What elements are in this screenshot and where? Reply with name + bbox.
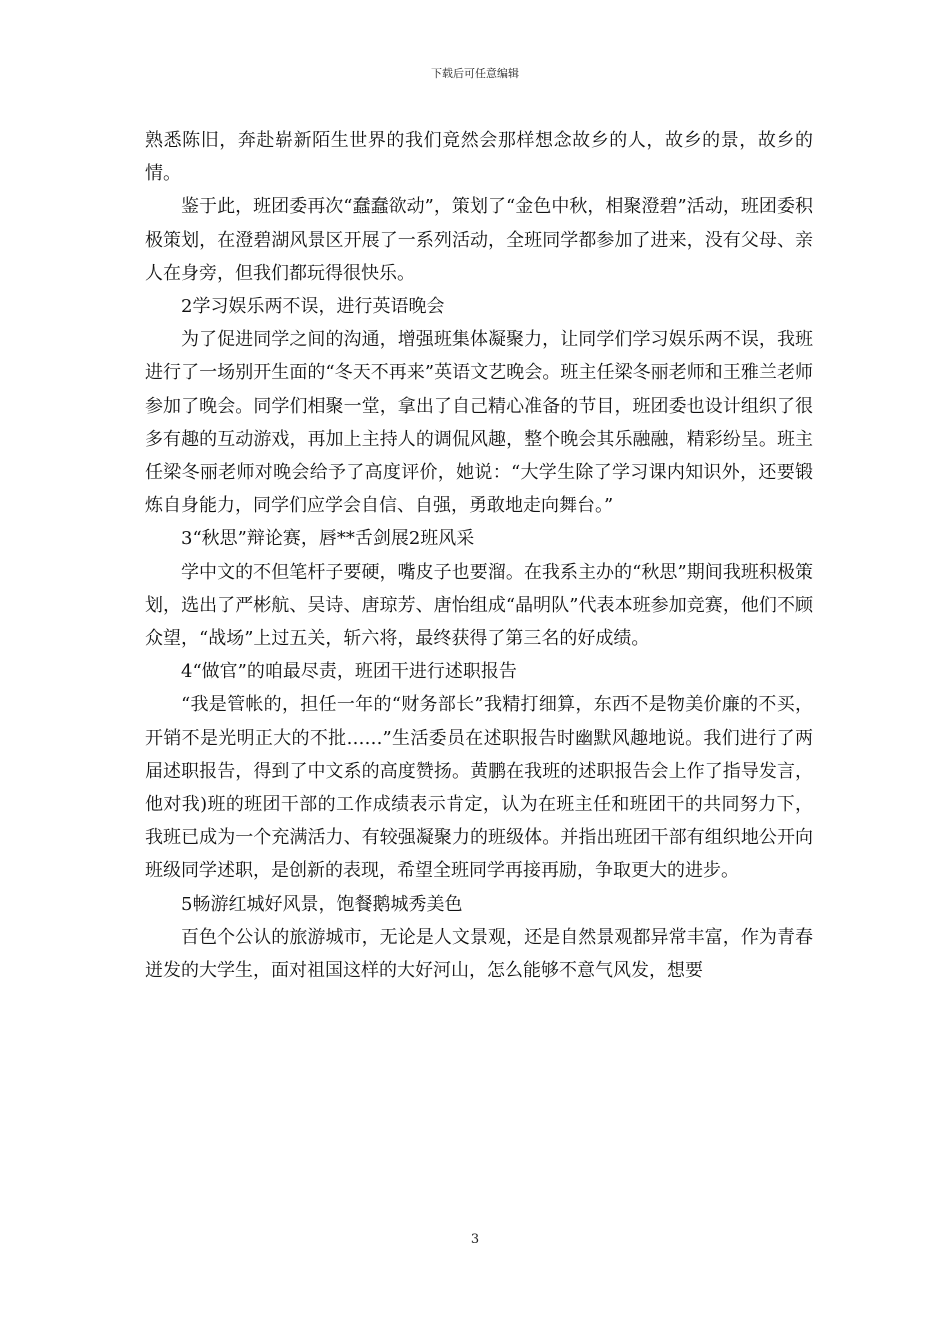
section-heading: 4“做官”的咱最尽责，班团干进行述职报告	[181, 661, 517, 683]
paragraph: 熟悉陈旧，奔赴崭新陌生世界的我们竟然会那样想念故乡的人，故乡的景，故乡的情。	[145, 130, 813, 185]
paragraph: 为了促进同学之间的沟通，增强班集体凝聚力，让同学们学习娱乐两不误，我班进行了一场别开生面的“冬天不再来”英语文艺晚会。班主任梁冬丽老师和王雅兰老师参加了晚会。同学们相聚一堂，拿出了自己精心准备的节目，班团委也设计组织了很多有趣的互动游戏，再加上主持人的调侃风趣，整个晚会其乐融融，精彩纷呈。班主任梁冬丽老师对晚会给予了高度评价，她说：“大学生除了学习课内知识外，还要锻炼自身能力，同学们应学会自信、自强，勇敢地走向舞台。”	[145, 329, 813, 517]
paragraph: 鉴于此，班团委再次“蠢蠢欲动”，策划了“金色中秋，相聚澄碧”活动，班团委积极策划，在澄碧湖风景区开展了一系列活动，全班同学都参加了进来，没有父母、亲人在身旁，但我们都玩得很快乐。	[145, 196, 813, 284]
page-number: 3	[470, 1232, 480, 1247]
section-heading: 3“秋思”辩论赛，唇**舌剑展2班风采	[181, 528, 475, 550]
paragraph: 学中文的不但笔杆子要硬，嘴皮子也要溜。在我系主办的“秋思”期间我班积极策划，选出了严彬航、吴诗、唐琼芳、唐怡组成“晶明队”代表本班参加竞赛，他们不顾众望，“战场”上过五关，斩六将，最终获得了第三名的好成绩。	[145, 561, 813, 650]
page-header: 下载后可任意编辑	[431, 67, 519, 80]
document-body	[145, 124, 813, 987]
paragraph: 百色个公认的旅游城市，无论是人文景观，还是自然景观都异常丰富，作为青春迸发的大学生，面对祖国这样的大好河山，怎么能够不意气风发，想要	[145, 926, 813, 982]
paragraph: “我是管帐的，担任一年的“财务部长”我精打细算，东西不是物美价廉的不买，开销不是光明正大的不批……”生活委员在述职报告时幽默风趣地说。我们进行了两届述职报告，得到了中文系的高度赞扬。黄鹏在我班的述职报告会上作了指导发言，他对我)班的班团干部的工作成绩表示肯定，认为在班主任和班团干的共同努力下，我班已成为一个充满活力、有较强凝聚力的班级体。并指出班团干部有组织地公开向班级同学述职，是创新的表现，希望全班同学再接再励，争取更大的进步。	[145, 694, 813, 882]
section-heading: 2学习娱乐两不误，进行英语晚会	[181, 296, 445, 318]
section-heading: 5畅游红城好风景，饱餐鹅城秀美色	[181, 893, 463, 915]
